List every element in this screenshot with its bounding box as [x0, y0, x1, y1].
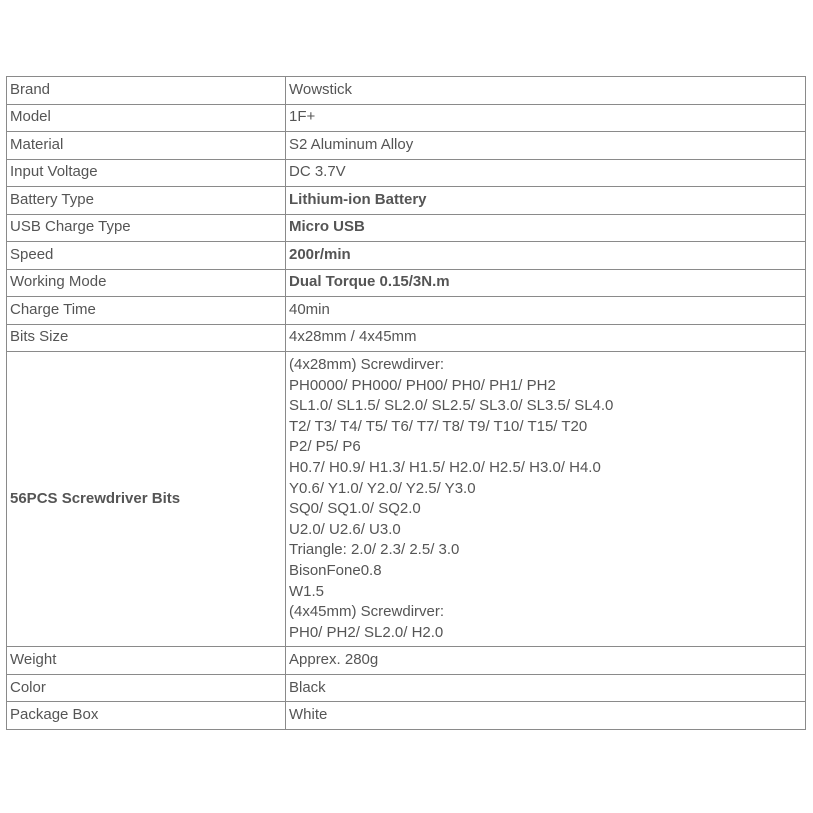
table-row-battery-type	[7, 187, 806, 215]
table-row-input-voltage	[7, 159, 806, 187]
table-row-screwdriver-bits	[7, 352, 806, 647]
table-row-brand	[7, 77, 806, 105]
table-row-package-box	[7, 702, 806, 730]
row-label: USB Charge Type	[7, 214, 286, 242]
row-label: Speed	[7, 242, 286, 270]
row-value: S2 Aluminum Alloy	[286, 132, 806, 160]
row-label: Input Voltage	[7, 159, 286, 187]
row-value: 200r/min	[286, 242, 806, 270]
table-row-model	[7, 104, 806, 132]
table-row-charge-time	[7, 297, 806, 325]
table-row-material	[7, 132, 806, 160]
row-value: Lithium-ion Battery	[286, 187, 806, 215]
table-row-working-mode	[7, 269, 806, 297]
row-value: White	[286, 702, 806, 730]
bits-line: T2/ T3/ T4/ T5/ T6/ T7/ T8/ T9/ T10/ T15/ T20	[289, 417, 588, 435]
row-value: 1F+	[286, 104, 806, 132]
bits-list	[286, 352, 806, 647]
row-label: Model	[7, 104, 286, 132]
row-label: Bits Size	[7, 324, 286, 352]
row-label: Material	[7, 132, 286, 160]
row-value: Micro USB	[286, 214, 806, 242]
table-row-usb-charge-type	[7, 214, 806, 242]
row-value: Dual Torque 0.15/3N.m	[286, 269, 806, 297]
bits-line: H0.7/ H0.9/ H1.3/ H1.5/ H2.0/ H2.5/ H3.0/ H4.0	[289, 458, 601, 476]
row-label: Color	[7, 674, 286, 702]
row-value: DC 3.7V	[286, 159, 806, 187]
spec-table	[6, 76, 806, 730]
bits-line: P2/ P5/ P6	[289, 438, 361, 456]
table-row-bits-size	[7, 324, 806, 352]
bits-line: SQ0/ SQ1.0/ SQ2.0	[289, 500, 421, 518]
row-value: 4x28mm / 4x45mm	[286, 324, 806, 352]
bits-line: (4x45mm) Screwdirver:	[289, 603, 445, 621]
bits-line: PH0000/ PH000/ PH00/ PH0/ PH1/ PH2	[289, 376, 556, 394]
bits-line: BisonFone0.8	[289, 561, 382, 579]
row-label: Brand	[7, 77, 286, 105]
table-row-weight	[7, 647, 806, 675]
row-value: Wowstick	[286, 77, 806, 105]
table-row-color	[7, 674, 806, 702]
row-label: Weight	[7, 647, 286, 675]
bits-line: Y0.6/ Y1.0/ Y2.0/ Y2.5/ Y3.0	[289, 479, 476, 497]
row-value: Black	[286, 674, 806, 702]
row-label: Working Mode	[7, 269, 286, 297]
table-row-speed	[7, 242, 806, 270]
bits-line: Triangle: 2.0/ 2.3/ 2.5/ 3.0	[289, 541, 460, 559]
row-label: Charge Time	[7, 297, 286, 325]
bits-line: SL1.0/ SL1.5/ SL2.0/ SL2.5/ SL3.0/ SL3.5/ SL4.0	[289, 397, 614, 415]
row-value: 40min	[286, 297, 806, 325]
row-label: Package Box	[7, 702, 286, 730]
row-value: Apprex. 280g	[286, 647, 806, 675]
row-label: Battery Type	[7, 187, 286, 215]
row-label: 56PCS Screwdriver Bits	[7, 352, 286, 647]
bits-line: U2.0/ U2.6/ U3.0	[289, 520, 401, 538]
bits-line: W1.5	[289, 582, 325, 600]
bits-line: (4x28mm) Screwdirver:	[289, 356, 445, 373]
bits-line: PH0/ PH2/ SL2.0/ H2.0	[289, 623, 444, 641]
